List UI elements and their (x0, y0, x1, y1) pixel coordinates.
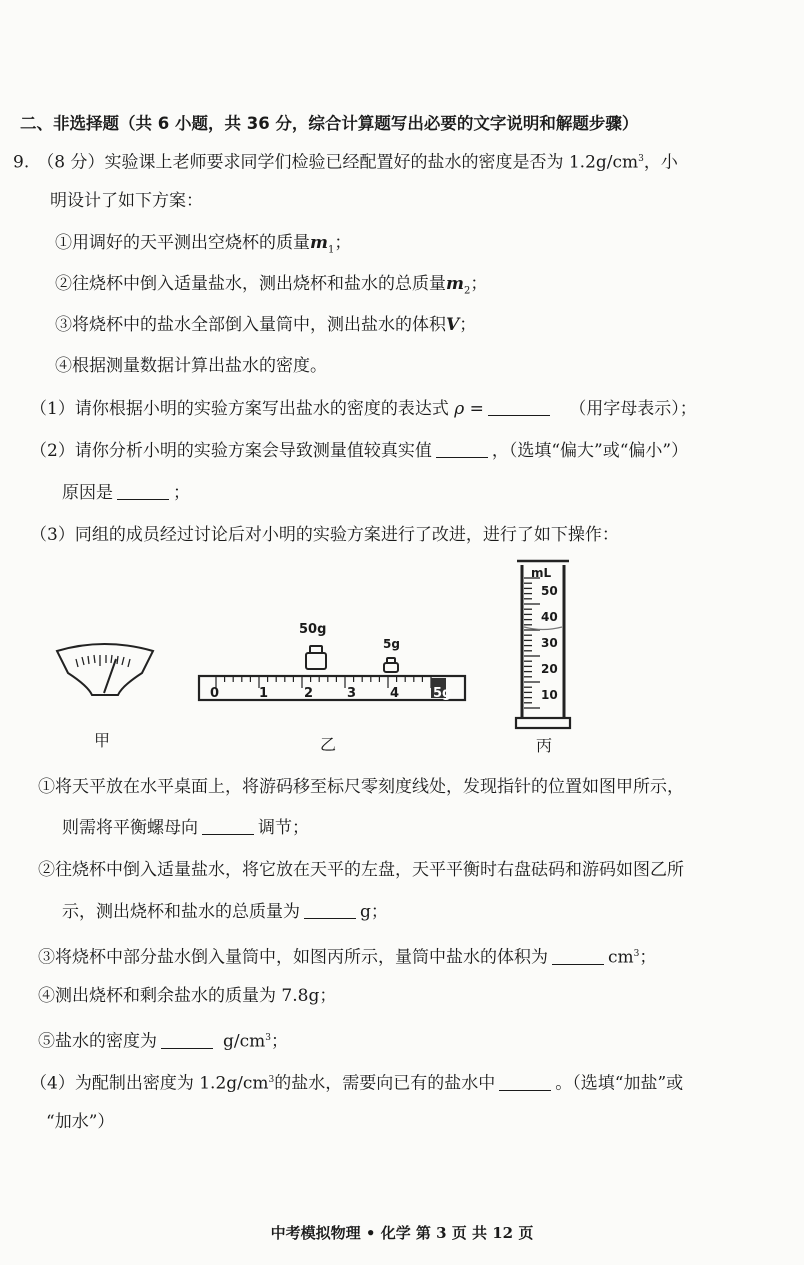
ruler-label-5g: 5g (433, 686, 452, 701)
step-3-var: V (446, 315, 460, 335)
part-1-hint: （用字母表示）； (569, 399, 697, 419)
answer-blank-bias[interactable] (436, 441, 488, 458)
op-5-sup: 3 (265, 1033, 271, 1043)
op-1-line1: ①将天平放在水平桌面上，将游码移至标尺零刻度线处，发现指针的位置如图甲所示， (38, 777, 684, 797)
intro-sup: 3 (638, 154, 644, 164)
op-2-text: 示，测出烧杯和盐水的总质量为 (62, 902, 300, 922)
step-2-sub: 2 (464, 285, 471, 297)
answer-blank-total-mass[interactable] (304, 902, 356, 919)
ruler-label-1: 1 (259, 686, 269, 701)
step-3 (55, 313, 476, 337)
op-4: ④测出烧杯和剩余盐水的质量为 7.8g； (38, 986, 337, 1006)
ruler-label-3: 3 (347, 686, 357, 701)
section-title: 二、非选择题（共 6 小题，共 36 分，综合计算题写出必要的文字说明和解题步骤） (20, 114, 639, 133)
intro-text: （8 分）实验课上老师要求同学们检验已经配置好的盐水的密度是否为 1.2g/cm (37, 152, 639, 173)
step-3-text: ③将烧杯中的盐水全部倒入量筒中，测出盐水的体积 (55, 315, 446, 335)
part-2-reason-label: 原因是 (62, 483, 113, 503)
answer-blank-direction[interactable] (202, 818, 254, 835)
cyl-label-40: 40 (541, 610, 558, 624)
liquid-meniscus (524, 627, 562, 630)
rider-ruler (199, 676, 465, 700)
op-3 (38, 942, 656, 970)
figure-caption-jia: 甲 (94, 731, 111, 750)
part-4 (30, 1068, 683, 1096)
step-3-end: ； (459, 315, 477, 335)
rho-symbol: ρ = (454, 399, 484, 419)
part-3: （3）同组的成员经过讨论后对小明的实验方案进行了改进，进行了如下操作： (30, 525, 619, 545)
question-number: 9. (13, 152, 30, 173)
op-5-end: ； (271, 1031, 288, 1052)
part-4-text-2: 的盐水，需要向已有的盐水中 (274, 1073, 496, 1094)
op-3-text: ③将烧杯中部分盐水倒入量筒中，如图丙所示，量筒中盐水的体积为 (38, 947, 548, 968)
question-intro-line2: 明设计了如下方案： (50, 191, 203, 211)
op-1-end: 调节； (258, 818, 309, 838)
step-1-text: ①用调好的天平测出空烧杯的质量 (55, 233, 310, 253)
step-1-var: m (310, 233, 328, 253)
answer-blank-reason[interactable] (117, 483, 169, 500)
part-1-text: （1）请你根据小明的实验方案写出盐水的密度的表达式 (30, 399, 449, 419)
step-4-text: ④根据测量数据计算出盐水的密度。 (55, 356, 327, 376)
weight-5g (384, 658, 398, 672)
step-1-end: ； (334, 233, 352, 253)
part-2-reason-end: ； (173, 483, 190, 503)
cyl-label-30: 30 (541, 636, 558, 650)
part-1 (30, 397, 697, 421)
op-1-text: 则需将平衡螺母向 (62, 818, 198, 838)
op-5-unit: g/cm (223, 1031, 266, 1052)
op-2-line2 (62, 900, 388, 924)
figure-jia-pointer-scale (57, 644, 153, 695)
step-2 (55, 272, 487, 303)
figure-caption-yi: 乙 (320, 735, 337, 754)
part-2-reason (62, 481, 190, 505)
cyl-label-50: 50 (541, 584, 558, 598)
answer-blank-density-expression[interactable] (488, 399, 550, 416)
part-4-sup: 3 (268, 1075, 275, 1085)
op-3-end: ； (639, 947, 657, 968)
step-2-text: ②往烧杯中倒入适量盐水，测出烧杯和盐水的总质量 (55, 274, 446, 294)
step-2-var: m (446, 274, 464, 294)
op-3-sup: 3 (633, 949, 640, 959)
part-2-hint: ，（选填“偏大”或“偏小”） (491, 441, 689, 461)
op-5-text: ⑤盐水的密度为 (38, 1031, 157, 1052)
weight-50g-label: 50g (299, 622, 327, 637)
step-1 (55, 231, 351, 262)
step-2-end: ； (470, 274, 488, 294)
op-1-line2 (62, 816, 309, 840)
intro-text-end: ，小 (643, 152, 678, 173)
op-5 (38, 1026, 288, 1054)
pointer (104, 659, 116, 693)
step-4 (55, 354, 327, 378)
part-4-line2: “加水”） (46, 1112, 115, 1132)
ruler-label-0: 0 (210, 686, 220, 701)
ruler-label-2: 2 (304, 686, 314, 701)
weight-5g-label: 5g (383, 637, 400, 651)
part-2-text: （2）请你分析小明的实验方案会导致测量值较真实值 (30, 441, 432, 461)
figures (0, 555, 804, 755)
answer-blank-adjust[interactable] (499, 1074, 551, 1091)
page-footer: 中考模拟物理 • 化学 第 3 页 共 12 页 (270, 1224, 534, 1242)
cylinder-unit: mL (531, 566, 552, 580)
part-4-text: （4）为配制出密度为 1.2g/cm (30, 1073, 269, 1094)
answer-blank-volume[interactable] (552, 948, 604, 965)
figure-caption-bing: 丙 (536, 736, 553, 755)
answer-blank-density[interactable] (161, 1032, 213, 1049)
cyl-label-10: 10 (541, 688, 558, 702)
ruler-label-4: 4 (390, 686, 400, 701)
step-1-sub: 1 (328, 244, 335, 256)
op-3-unit: cm (608, 947, 634, 968)
part-4-hint: 。（选填“加盐”或 (555, 1073, 684, 1094)
cyl-label-20: 20 (541, 662, 558, 676)
op-2-end: g； (360, 902, 388, 922)
part-2 (30, 439, 688, 463)
op-2-line1: ②往烧杯中倒入适量盐水，将它放在天平的左盘，天平平衡时右盘砝码和游码如图乙所 (38, 860, 684, 880)
weight-50g (306, 646, 326, 669)
question-intro-line1 (13, 147, 678, 175)
